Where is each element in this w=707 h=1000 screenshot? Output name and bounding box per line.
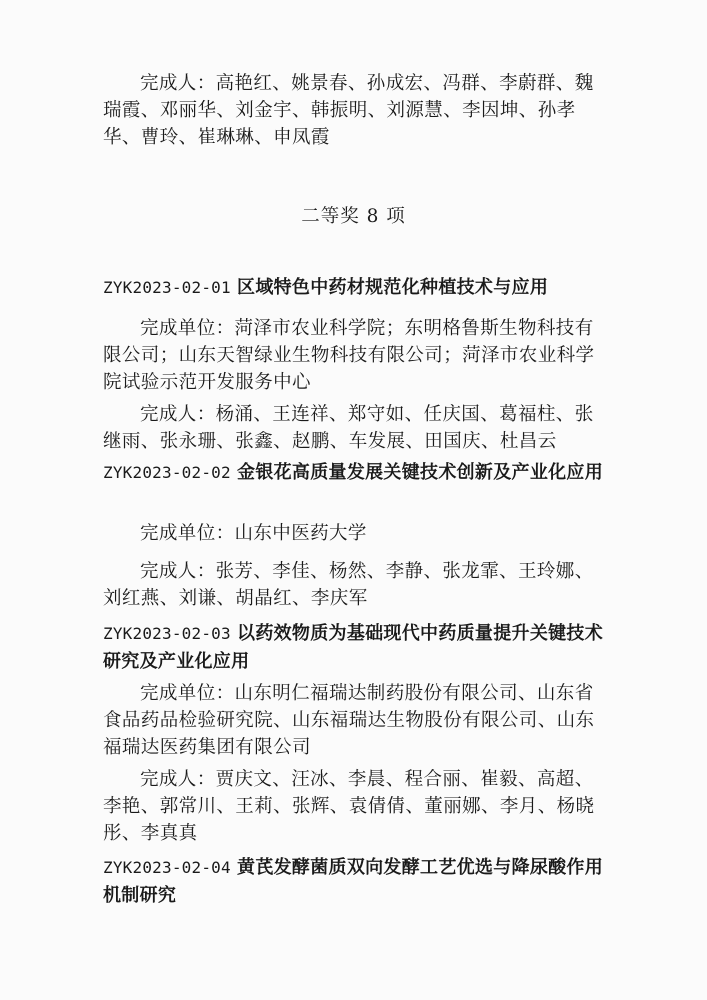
project-1-units: 完成单位：菏泽市农业科学院；东明格鲁斯生物科技有限公司；山东天智绿业生物科技有限公司；菏泽市农业科学院试验示范开发服务中心: [103, 318, 595, 393]
project-title: 黄芪发酵菌质双向发酵工艺优选与降尿酸作用机制研究: [103, 857, 604, 906]
project-title: 区域特色中药材规范化种植技术与应用: [237, 277, 549, 298]
project-2-units: 完成单位：山东中医药大学: [140, 523, 367, 544]
project-1-completers: 完成人：杨涌、王连祥、郑守如、任庆国、葛福柱、张继雨、张永珊、张鑫、赵鹏、车发展、田国庆、杜昌云: [103, 404, 594, 452]
project-2-heading: [103, 459, 603, 487]
project-code: ZYK2023-02-03: [103, 624, 231, 643]
project-1-heading: [103, 274, 603, 302]
carryover-completers: 完成人：高艳红、姚景春、孙成宏、冯群、李蔚群、魏瑞霞、邓丽华、刘金宇、韩振明、刘源慧、李因坤、孙孝华、曹玲、崔琳琳、申凤霞: [103, 73, 594, 148]
project-3-completers: 完成人：贾庆文、汪冰、李晨、程合丽、崔毅、高超、李艳、郭常川、王莉、张辉、袁倩倩、董丽娜、李月、杨晓彤、李真真: [103, 769, 595, 844]
project-2-completers: 完成人：张芳、李佳、杨然、李静、张龙霏、王玲娜、刘红燕、刘谦、胡晶红、李庆军: [103, 561, 594, 609]
project-code: ZYK2023-02-04: [103, 858, 231, 877]
section-heading: 二等奖 8 项: [301, 206, 406, 227]
project-4-heading: [103, 854, 603, 910]
project-code: ZYK2023-02-02: [103, 463, 231, 482]
project-title: 以药效物质为基础现代中药质量提升关键技术研究及产业化应用: [103, 623, 604, 672]
project-3-heading: [103, 620, 603, 676]
project-title: 金银花高质量发展关键技术创新及产业化应用: [237, 462, 604, 483]
project-code: ZYK2023-02-01: [103, 278, 231, 297]
project-3-units: 完成单位：山东明仁福瑞达制药股份有限公司、山东省食品药品检验研究院、山东福瑞达生物股份有限公司、山东福瑞达医药集团有限公司: [103, 683, 595, 758]
